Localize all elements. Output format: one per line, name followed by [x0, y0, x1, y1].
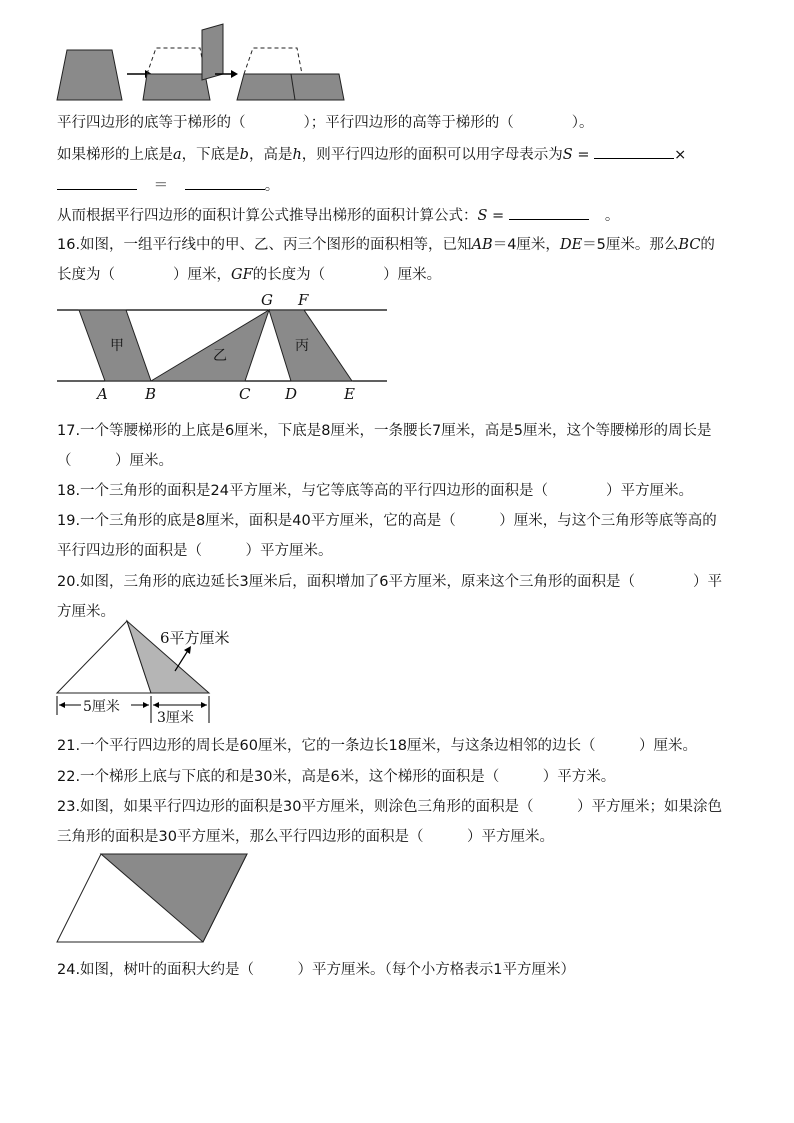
q17-line1: 17.一个等腰梯形的上底是6厘米，下底是8厘米，一条腰长7厘米，高是5厘米，这个等腰梯形的周长是	[57, 423, 712, 439]
seg-ab: AB	[471, 237, 493, 253]
text: ，下底是	[181, 147, 240, 163]
shape-bing	[269, 310, 352, 381]
text: 。	[264, 178, 280, 194]
answer-blank[interactable]	[594, 144, 674, 159]
point-g: G	[261, 291, 273, 309]
arrowhead	[231, 70, 238, 78]
q16-line2	[57, 265, 441, 285]
text: 16.如图，一组平行线中的甲、乙、丙三个图形的面积相等，已知	[57, 237, 472, 253]
q23-line2: 三角形的面积是30平方厘米，那么平行四边形的面积是（ ）平方厘米。	[57, 829, 554, 845]
equals: =	[572, 147, 595, 163]
equals: ＝	[153, 178, 169, 194]
q15-line3	[57, 175, 279, 196]
trapezoid-shape	[57, 50, 122, 100]
point-a: A	[97, 385, 108, 403]
trapezoid-rearrange-figure	[55, 20, 355, 104]
rotated-piece	[202, 24, 223, 80]
parallelogram-result	[237, 74, 344, 100]
var-a: a	[173, 147, 182, 163]
var-s: S	[477, 208, 488, 224]
answer-blank[interactable]	[185, 175, 265, 190]
seg-bc: BC	[678, 237, 701, 253]
q17-line2: （ ）厘米。	[57, 453, 173, 469]
point-f: F	[298, 291, 309, 309]
trapezoid-half-shape	[143, 74, 210, 100]
var-s: S	[562, 147, 573, 163]
arrowhead	[184, 646, 191, 654]
arrowhead	[201, 702, 207, 708]
q19-line2: 平行四边形的面积是（ ）平方厘米。	[57, 543, 333, 559]
text: ＝4厘米，	[492, 237, 560, 253]
length-3cm: 3厘米	[157, 710, 194, 726]
text: ＝5厘米。那么	[582, 237, 679, 253]
dashed-outline	[147, 48, 205, 74]
answer-blank[interactable]	[57, 175, 137, 190]
point-e: E	[344, 385, 355, 403]
length-5cm: 5厘米	[83, 699, 120, 715]
q21-line1: 21.一个平行四边形的周长是60厘米，它的一条边长18厘米，与这条边相邻的边长（ ）厘米。	[57, 738, 697, 754]
q18-line1: 18.一个三角形的面积是24平方厘米，与它等底等高的平行四边形的面积是（ ）平方厘米。	[57, 483, 694, 499]
label-yi: 乙	[213, 348, 227, 364]
label-jia: 甲	[110, 338, 124, 354]
arrowhead	[143, 702, 149, 708]
q15-line2	[57, 144, 686, 165]
text: 长度为（ ）厘米，	[57, 267, 231, 283]
point-d: D	[285, 385, 298, 403]
text: 的	[700, 237, 715, 253]
seg-gf: GF	[231, 267, 253, 283]
text: 的长度为（ ）厘米。	[252, 267, 442, 283]
text: ，高是	[248, 147, 293, 163]
q15-line4	[57, 205, 619, 226]
q20-line1: 20.如图，三角形的底边延长3厘米后，面积增加了6平方厘米，原来这个三角形的面积是（ ）平	[57, 574, 723, 590]
var-b: b	[239, 147, 249, 163]
dashed-outline	[244, 48, 302, 74]
q24-line1: 24.如图，树叶的面积大约是（ ）平方厘米。（每个小方格表示1平方厘米）	[57, 962, 576, 978]
arrowhead	[59, 702, 65, 708]
answer-blank[interactable]	[509, 205, 589, 220]
var-h: h	[292, 147, 302, 163]
q19-line1: 19.一个三角形的底是8厘米，面积是40平方厘米，它的高是（ ）厘米，与这个三角形等底等高的	[57, 513, 717, 529]
text: 如果梯形的上底是	[57, 147, 173, 163]
shape-yi	[151, 310, 269, 381]
q15-line1: 平行四边形的底等于梯形的（ ）；平行四边形的高等于梯形的（ ）。	[57, 115, 594, 131]
text: 。	[604, 208, 620, 224]
q20-line2: 方厘米。	[57, 604, 115, 620]
parallelogram-figure	[55, 850, 255, 948]
parallel-lines-figure	[55, 288, 395, 406]
point-c: C	[239, 385, 251, 403]
equals: =	[487, 208, 509, 224]
text: ，则平行四边形的面积可以用字母表示为	[301, 147, 563, 163]
q23-line1: 23.如图，如果平行四边形的面积是30平方厘米，则涂色三角形的面积是（ ）平方厘米；如果涂色	[57, 799, 723, 815]
area-label: 6平方厘米	[160, 629, 230, 647]
q16-line1	[57, 235, 715, 255]
label-bing: 丙	[295, 338, 309, 354]
times-sign: ×	[674, 147, 687, 163]
q22-line1: 22.一个梯形上底与下底的和是30米，高是6米，这个梯形的面积是（ ）平方米。	[57, 769, 616, 785]
point-b: B	[145, 385, 157, 403]
text: 从而根据平行四边形的面积计算公式推导出梯形的面积计算公式：	[57, 208, 478, 224]
seg-de: DE	[559, 237, 583, 253]
triangle-extension-figure	[55, 618, 260, 728]
arrowhead	[153, 702, 159, 708]
